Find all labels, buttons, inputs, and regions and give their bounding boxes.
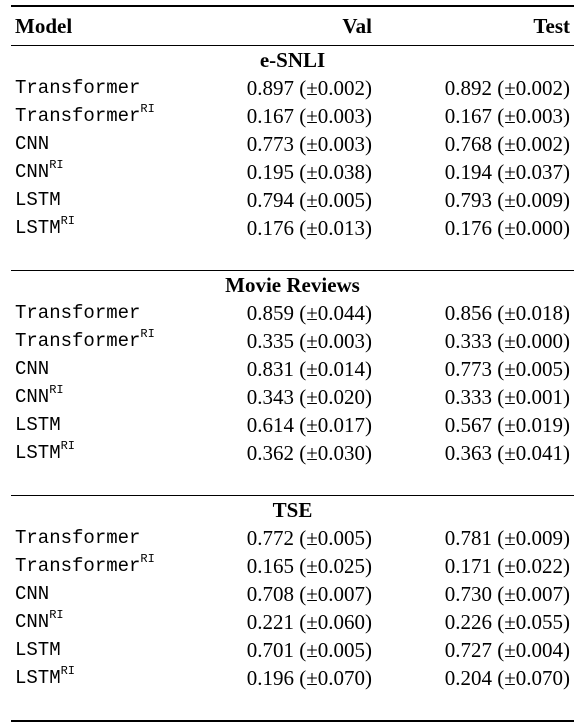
model-superscript: RI: [140, 327, 155, 341]
val-cell: 0.897 (±0.002): [246, 76, 372, 100]
model-name: LSTM: [15, 667, 61, 689]
model-superscript: RI: [60, 214, 76, 228]
section-title: TSE: [272, 498, 313, 522]
val-cell: 0.165 (±0.025): [246, 554, 372, 578]
test-cell: 0.793 (±0.009): [444, 188, 570, 212]
val-cell: 0.195 (±0.038): [246, 160, 372, 184]
val-cell: 0.772 (±0.005): [246, 526, 372, 550]
table-row: [11, 580, 574, 608]
val-cell: 0.196 (±0.070): [246, 666, 372, 690]
model-superscript: RI: [140, 552, 155, 566]
model-cell: [11, 158, 206, 186]
table-row: [11, 355, 574, 383]
model-name: CNN: [15, 611, 50, 633]
section-title: e-SNLI: [259, 48, 326, 72]
model-cell: [11, 552, 206, 580]
model-cell: [11, 186, 206, 214]
model-name: LSTM: [15, 442, 61, 464]
table-row: [11, 102, 574, 130]
model-superscript: RI: [60, 664, 76, 678]
model-name: CNN: [15, 161, 50, 183]
test-cell: 0.773 (±0.005): [444, 357, 570, 381]
test-cell: 0.333 (±0.000): [444, 329, 570, 353]
header-model: Model: [15, 14, 73, 38]
test-cell: 0.176 (±0.000): [444, 216, 570, 240]
test-cell: 0.363 (±0.041): [444, 441, 570, 465]
table-row: [11, 552, 574, 580]
model-superscript: RI: [140, 102, 155, 116]
model-cell: [11, 383, 206, 411]
test-cell: 0.204 (±0.070): [444, 666, 570, 690]
test-cell: 0.730 (±0.007): [444, 582, 570, 606]
section-spacer: [11, 692, 574, 721]
section-spacer: [11, 242, 574, 271]
model-cell: [11, 102, 206, 130]
table-header: [11, 6, 574, 46]
test-cell: 0.333 (±0.001): [444, 385, 570, 409]
model-superscript: RI: [49, 383, 64, 397]
test-cell: 0.171 (±0.022): [444, 554, 570, 578]
val-cell: 0.614 (±0.017): [246, 413, 372, 437]
val-cell: 0.221 (±0.060): [246, 610, 372, 634]
val-cell: 0.343 (±0.020): [246, 385, 372, 409]
val-cell: 0.362 (±0.030): [246, 441, 372, 465]
model-name: Transformer: [15, 330, 141, 352]
model-name: Transformer: [15, 105, 141, 127]
model-name: CNN: [15, 133, 50, 155]
table-row: [11, 327, 574, 355]
model-cell: [11, 74, 206, 102]
table-row: [11, 299, 574, 327]
model-cell: [11, 608, 206, 636]
table-row: [11, 186, 574, 214]
test-cell: 0.781 (±0.009): [444, 526, 570, 550]
model-cell: [11, 411, 206, 439]
model-name: Transformer: [15, 77, 141, 99]
header-row: [11, 6, 574, 46]
section-header-row: [11, 496, 574, 525]
table-row: [11, 383, 574, 411]
model-name: CNN: [15, 358, 50, 380]
model-cell: [11, 636, 206, 664]
model-name: LSTM: [15, 414, 61, 436]
test-cell: 0.856 (±0.018): [444, 301, 570, 325]
test-cell: 0.892 (±0.002): [444, 76, 570, 100]
table-row: [11, 439, 574, 467]
table-row: [11, 636, 574, 664]
model-name: LSTM: [15, 639, 61, 661]
table-row: [11, 74, 574, 102]
table-row: [11, 158, 574, 186]
model-cell: [11, 580, 206, 608]
model-superscript: RI: [60, 439, 76, 453]
model-name: Transformer: [15, 527, 141, 549]
model-cell: [11, 524, 206, 552]
table-row: [11, 524, 574, 552]
model-superscript: RI: [49, 158, 64, 172]
val-cell: 0.859 (±0.044): [246, 301, 372, 325]
val-cell: 0.701 (±0.005): [246, 638, 372, 662]
model-name: LSTM: [15, 189, 61, 211]
table-row: [11, 411, 574, 439]
val-cell: 0.708 (±0.007): [246, 582, 372, 606]
table-row: [11, 214, 574, 242]
test-cell: 0.226 (±0.055): [444, 610, 570, 634]
model-name: LSTM: [15, 217, 61, 239]
model-name: CNN: [15, 386, 50, 408]
model-cell: [11, 355, 206, 383]
results-table: [11, 5, 574, 722]
spacer-cell: [11, 242, 574, 271]
model-cell: [11, 327, 206, 355]
val-cell: 0.335 (±0.003): [246, 329, 372, 353]
model-cell: [11, 214, 206, 242]
model-cell: [11, 299, 206, 327]
section-header-row: [11, 46, 574, 75]
section-spacer: [11, 467, 574, 496]
model-name: Transformer: [15, 555, 141, 577]
val-cell: 0.773 (±0.003): [246, 132, 372, 156]
val-cell: 0.176 (±0.013): [246, 216, 372, 240]
table-section: [11, 271, 574, 496]
table-row: [11, 608, 574, 636]
test-cell: 0.768 (±0.002): [444, 132, 570, 156]
model-cell: [11, 439, 206, 467]
test-cell: 0.727 (±0.004): [444, 638, 570, 662]
header-test: Test: [533, 14, 570, 38]
test-cell: 0.567 (±0.019): [444, 413, 570, 437]
val-cell: 0.831 (±0.014): [246, 357, 372, 381]
table-row: [11, 130, 574, 158]
test-cell: 0.194 (±0.037): [444, 160, 570, 184]
test-cell: 0.167 (±0.003): [444, 104, 570, 128]
table-section: [11, 46, 574, 271]
val-cell: 0.794 (±0.005): [246, 188, 372, 212]
model-cell: [11, 130, 206, 158]
header-val: Val: [342, 14, 372, 38]
spacer-cell: [11, 692, 574, 721]
section-header-row: [11, 271, 574, 300]
model-superscript: RI: [49, 608, 64, 622]
val-cell: 0.167 (±0.003): [246, 104, 372, 128]
spacer-cell: [11, 467, 574, 496]
table-section: [11, 496, 574, 722]
model-name: CNN: [15, 583, 50, 605]
section-title: Movie Reviews: [225, 273, 360, 297]
model-name: Transformer: [15, 302, 141, 324]
